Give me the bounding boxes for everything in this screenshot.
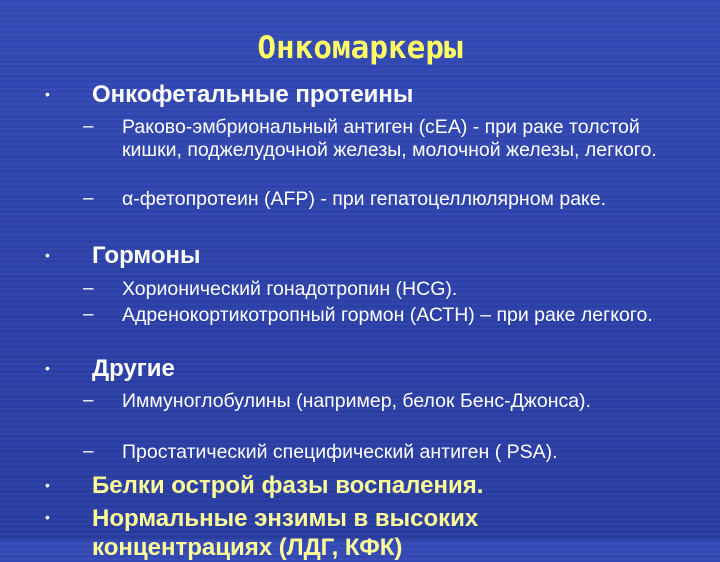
bullet-icon: •: [45, 360, 50, 376]
dash-icon: –: [83, 188, 94, 209]
list-item-hcg: Хорионический гонадотропин (HCG).: [122, 278, 458, 300]
list-item-acth: Адренокортикотропный гормон (АСТН) – при раке легкого.: [122, 304, 653, 326]
bullet-icon: •: [45, 247, 50, 263]
list-item-cea: Раково-эмбриональный антиген (сЕА) - при раке толстой кишки, поджелудочной железы, молочной железы, легкого.: [122, 116, 657, 161]
dash-icon: –: [83, 390, 94, 411]
list-item-psa: Простатический специфический антиген ( PSA).: [122, 441, 558, 463]
dash-icon: –: [83, 116, 94, 137]
section-heading-hormones: Гормоны: [92, 242, 201, 269]
list-item-immunoglobulins: Иммуноглобулины (например, белок Бенс-Джонса).: [122, 390, 591, 412]
bullet-icon: •: [45, 86, 50, 102]
dash-icon: –: [83, 441, 94, 462]
dash-icon: –: [83, 304, 94, 325]
section-heading-oncofetal: Онкофетальные протеины: [92, 81, 414, 108]
list-item-afp: α-фетопротеин (AFP) - при гепатоцеллюлярном раке.: [122, 188, 607, 210]
section-heading-other: Другие: [92, 355, 175, 382]
section-heading-acute-phase: Белки острой фазы воспаления.: [92, 472, 484, 499]
bullet-icon: •: [45, 477, 50, 493]
slide-title: Онкомаркеры: [257, 30, 463, 66]
dash-icon: –: [83, 278, 94, 299]
section-heading-enzymes: Нормальные энзимы в высоких концентрациях (ЛДГ, КФК): [92, 505, 479, 561]
bullet-icon: •: [45, 509, 50, 525]
